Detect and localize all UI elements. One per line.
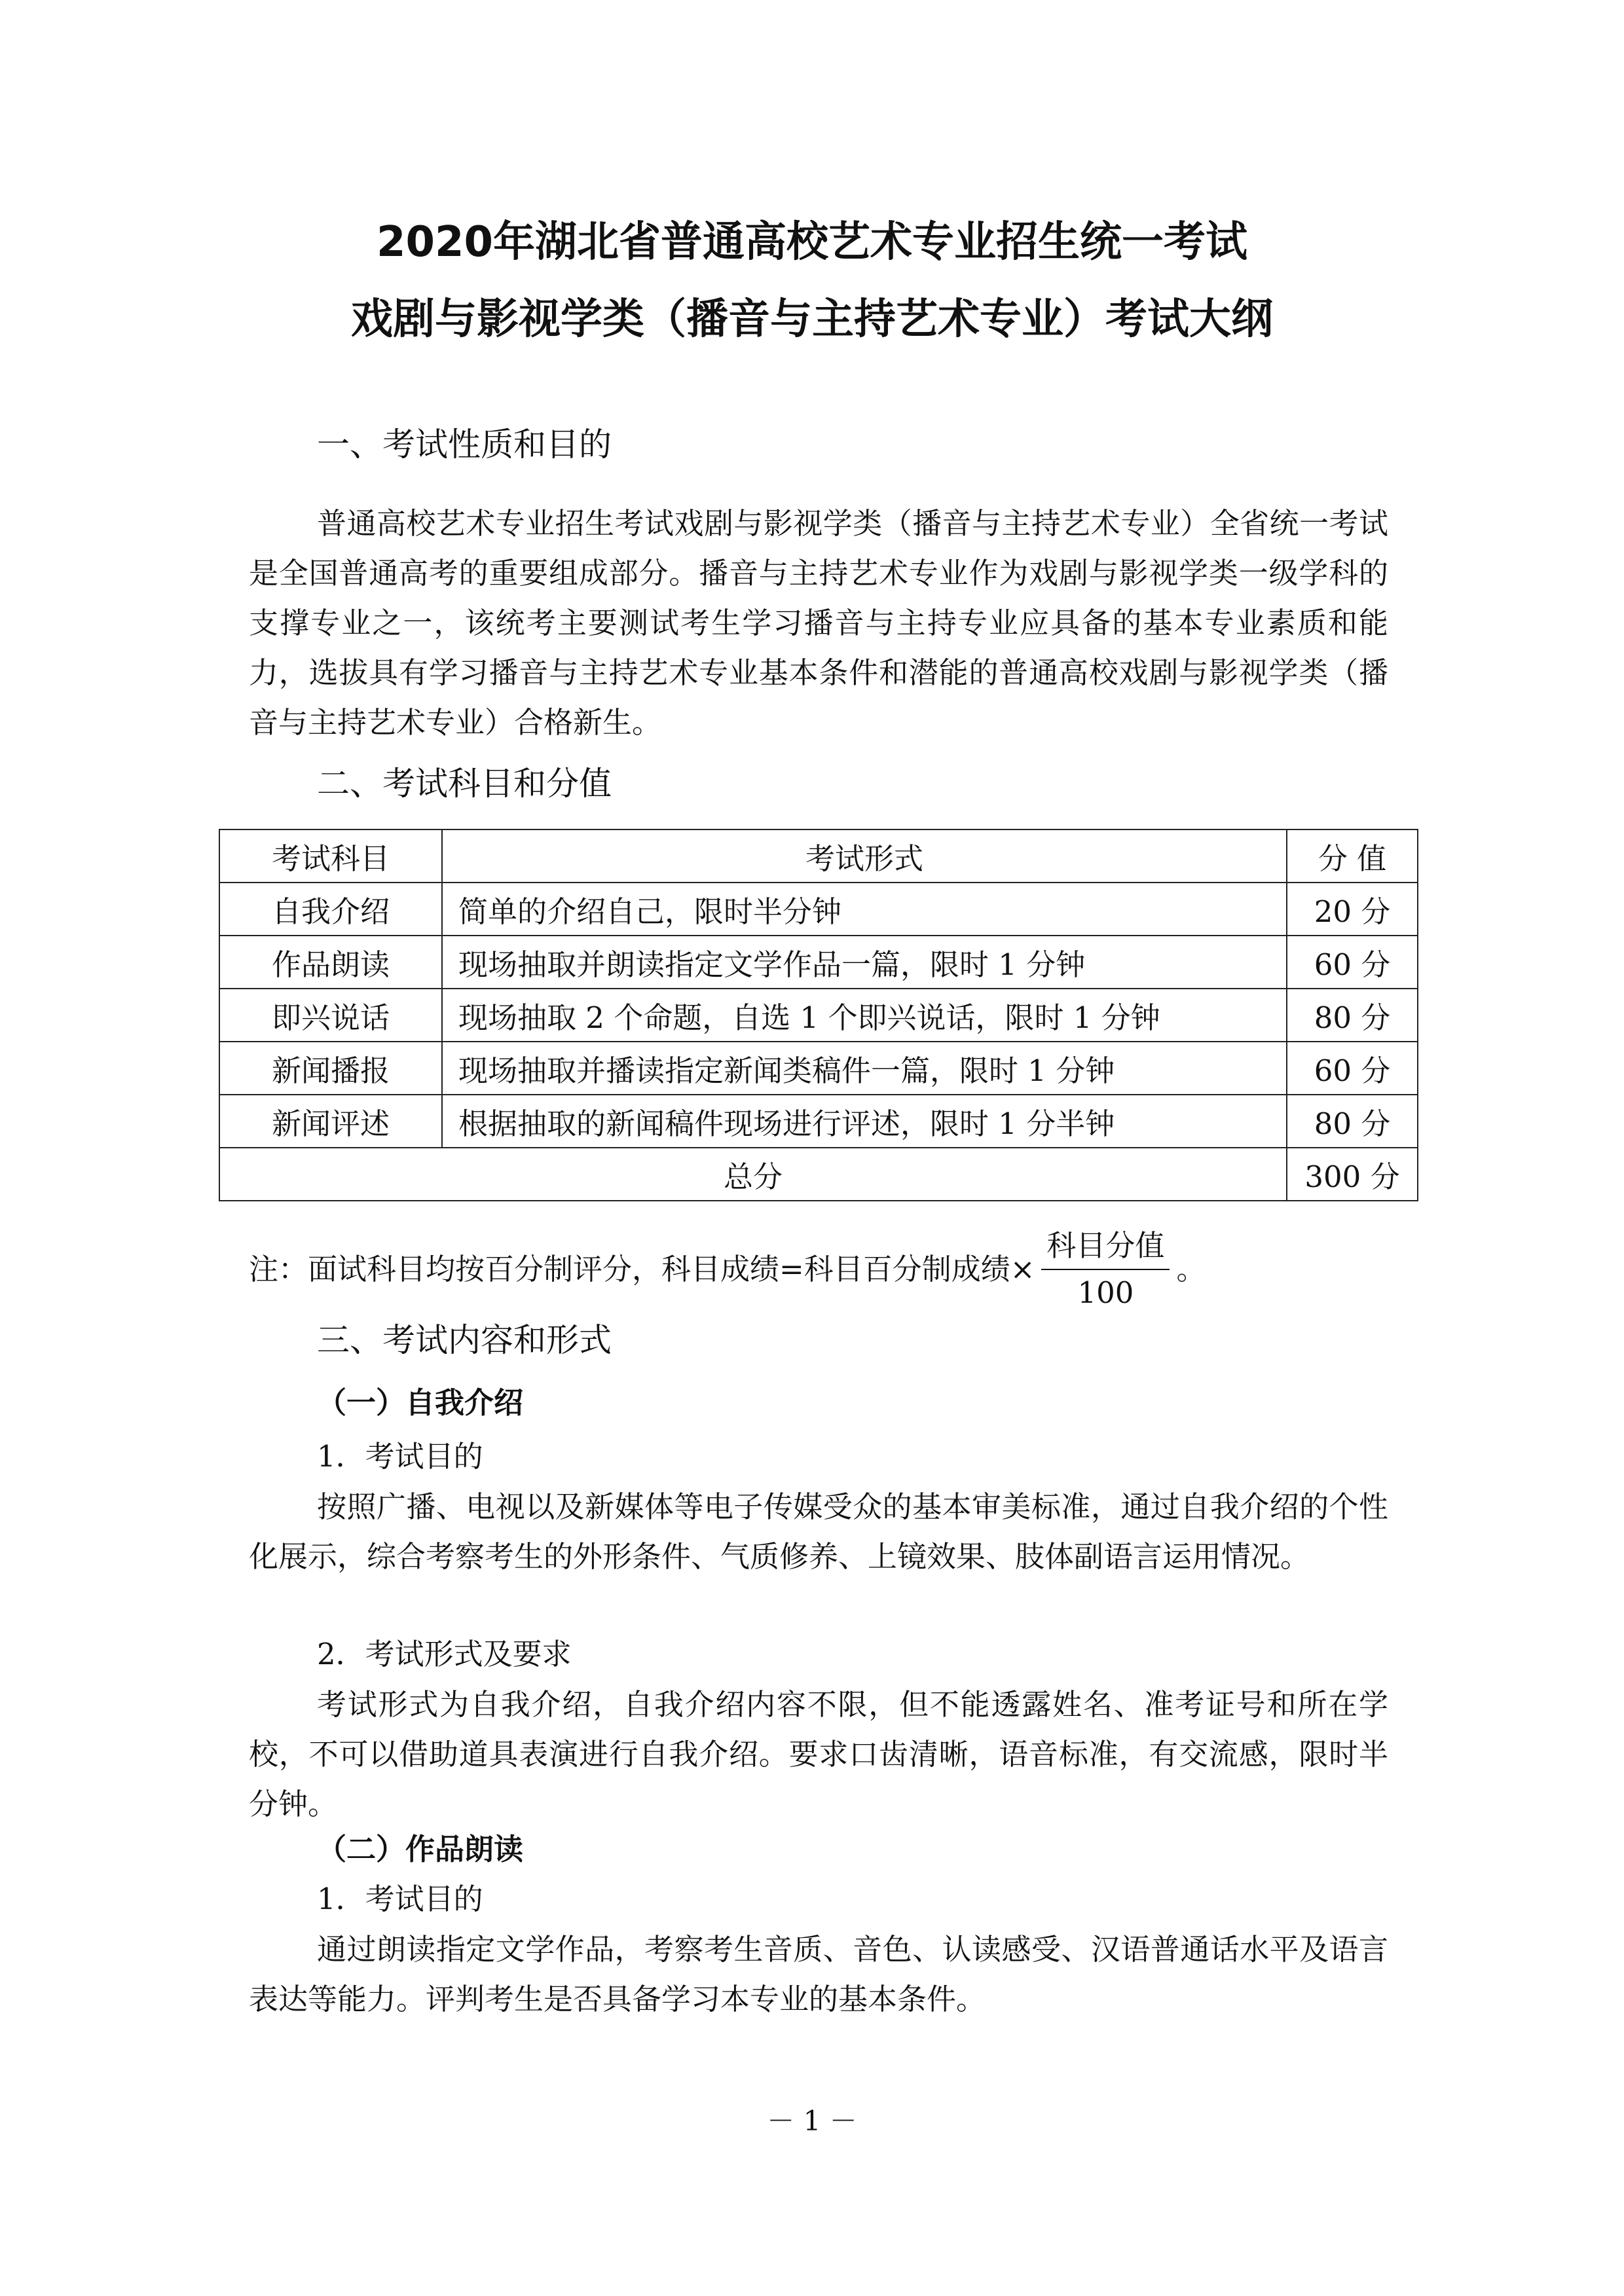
- table-header-row: [219, 829, 1418, 883]
- table-cell-form: 现场抽取 2 个命题，自选 1 个即兴说话，限时 1 分钟: [442, 989, 1287, 1042]
- part-2-item-1-heading: 1．考试目的: [317, 1882, 483, 1916]
- page-number: － 1 －: [767, 2105, 857, 2137]
- table-cell-form: 现场抽取并朗读指定文学作品一篇，限时 1 分钟: [442, 936, 1287, 989]
- section-1-heading: 一、考试性质和目的: [317, 426, 612, 464]
- table-cell-subject: 即兴说话: [219, 989, 442, 1042]
- section-1-paragraph: 普通高校艺术专业招生考试戏剧与影视学类（播音与主持艺术专业）全省统一考试是全国普通高考的重要组成部分。播音与主持艺术专业作为戏剧与影视学类一级学科的支撑专业之一，该统考主要测试考生学习播音与主持专业应具备的基本专业素质和能力，选拔具有学习播音与主持艺术专业基本条件和潜能的普通高校戏剧与影视学类（播音与主持艺术专业）合格新生。: [249, 506, 1388, 740]
- table-cell-score: 60 分: [1287, 1042, 1418, 1095]
- part-1-item-1-heading: 1．考试目的: [317, 1439, 483, 1474]
- table-cell-subject: 新闻评述: [219, 1095, 442, 1148]
- exam-subjects-table: [219, 829, 1418, 1201]
- part-1-item-2-heading: 2．考试形式及要求: [317, 1637, 572, 1671]
- part-2-item-1-text: 通过朗读指定文学作品，考察考生音质、音色、认读感受、汉语普通话水平及语言表达等能力。评判考生是否具备学习本专业的基本条件。: [249, 1932, 1388, 2016]
- section-2-heading: 二、考试科目和分值: [317, 765, 612, 803]
- table-cell-subject: 作品朗读: [219, 936, 442, 989]
- table-header-subject: 考试科目: [219, 829, 442, 883]
- score-formula-note: [249, 1227, 1206, 1312]
- table-row: [219, 989, 1418, 1042]
- part-1-heading: （一）自我介绍: [317, 1385, 524, 1420]
- table-cell-score: 20 分: [1287, 883, 1418, 936]
- table-cell-form: 根据抽取的新闻稿件现场进行评述，限时 1 分半钟: [442, 1095, 1287, 1148]
- table-cell-form: 简单的介绍自己，限时半分钟: [442, 883, 1287, 936]
- table-total-row: [219, 1148, 1418, 1201]
- part-1-item-2-text: 考试形式为自我介绍，自我介绍内容不限，但不能透露姓名、准考证号和所在学校，不可以借助道具表演进行自我介绍。要求口齿清晰，语音标准，有交流感，限时半分钟。: [249, 1687, 1388, 1821]
- part-1-item-1-text: 按照广播、电视以及新媒体等电子传媒受众的基本审美标准，通过自我介绍的个性化展示，综合考察考生的外形条件、气质修养、上镜效果、肢体副语言运用情况。: [249, 1489, 1388, 1574]
- table-cell-score: 80 分: [1287, 989, 1418, 1042]
- table-row: [219, 1042, 1418, 1095]
- note-suffix: 。: [1176, 1252, 1206, 1286]
- fraction-denominator: 100: [1077, 1275, 1134, 1310]
- fraction-numerator: 科目分值: [1041, 1227, 1170, 1270]
- table-header-score: 分 值: [1287, 829, 1418, 883]
- table-total-label: 总分: [219, 1148, 1287, 1201]
- table-header-form: 考试形式: [442, 829, 1287, 883]
- score-fraction: [1041, 1227, 1170, 1312]
- part-2-heading: （二）作品朗读: [317, 1832, 524, 1867]
- note-prefix: 注：面试科目均按百分制评分，科目成绩=科目百分制成绩×: [249, 1252, 1035, 1286]
- document-title-line-1: 2020年湖北省普通高校艺术专业招生统一考试: [376, 218, 1248, 266]
- section-3-heading: 三、考试内容和形式: [317, 1321, 612, 1359]
- table-cell-form: 现场抽取并播读指定新闻类稿件一篇，限时 1 分钟: [442, 1042, 1287, 1095]
- table-cell-score: 80 分: [1287, 1095, 1418, 1148]
- table-cell-score: 60 分: [1287, 936, 1418, 989]
- document-title-line-2: 戏剧与影视学类（播音与主持艺术专业）考试大纲: [351, 295, 1273, 344]
- table-total-value: 300 分: [1287, 1148, 1418, 1201]
- table-cell-subject: 自我介绍: [219, 883, 442, 936]
- table-row: [219, 936, 1418, 989]
- table-row: [219, 883, 1418, 936]
- table-cell-subject: 新闻播报: [219, 1042, 442, 1095]
- table-row: [219, 1095, 1418, 1148]
